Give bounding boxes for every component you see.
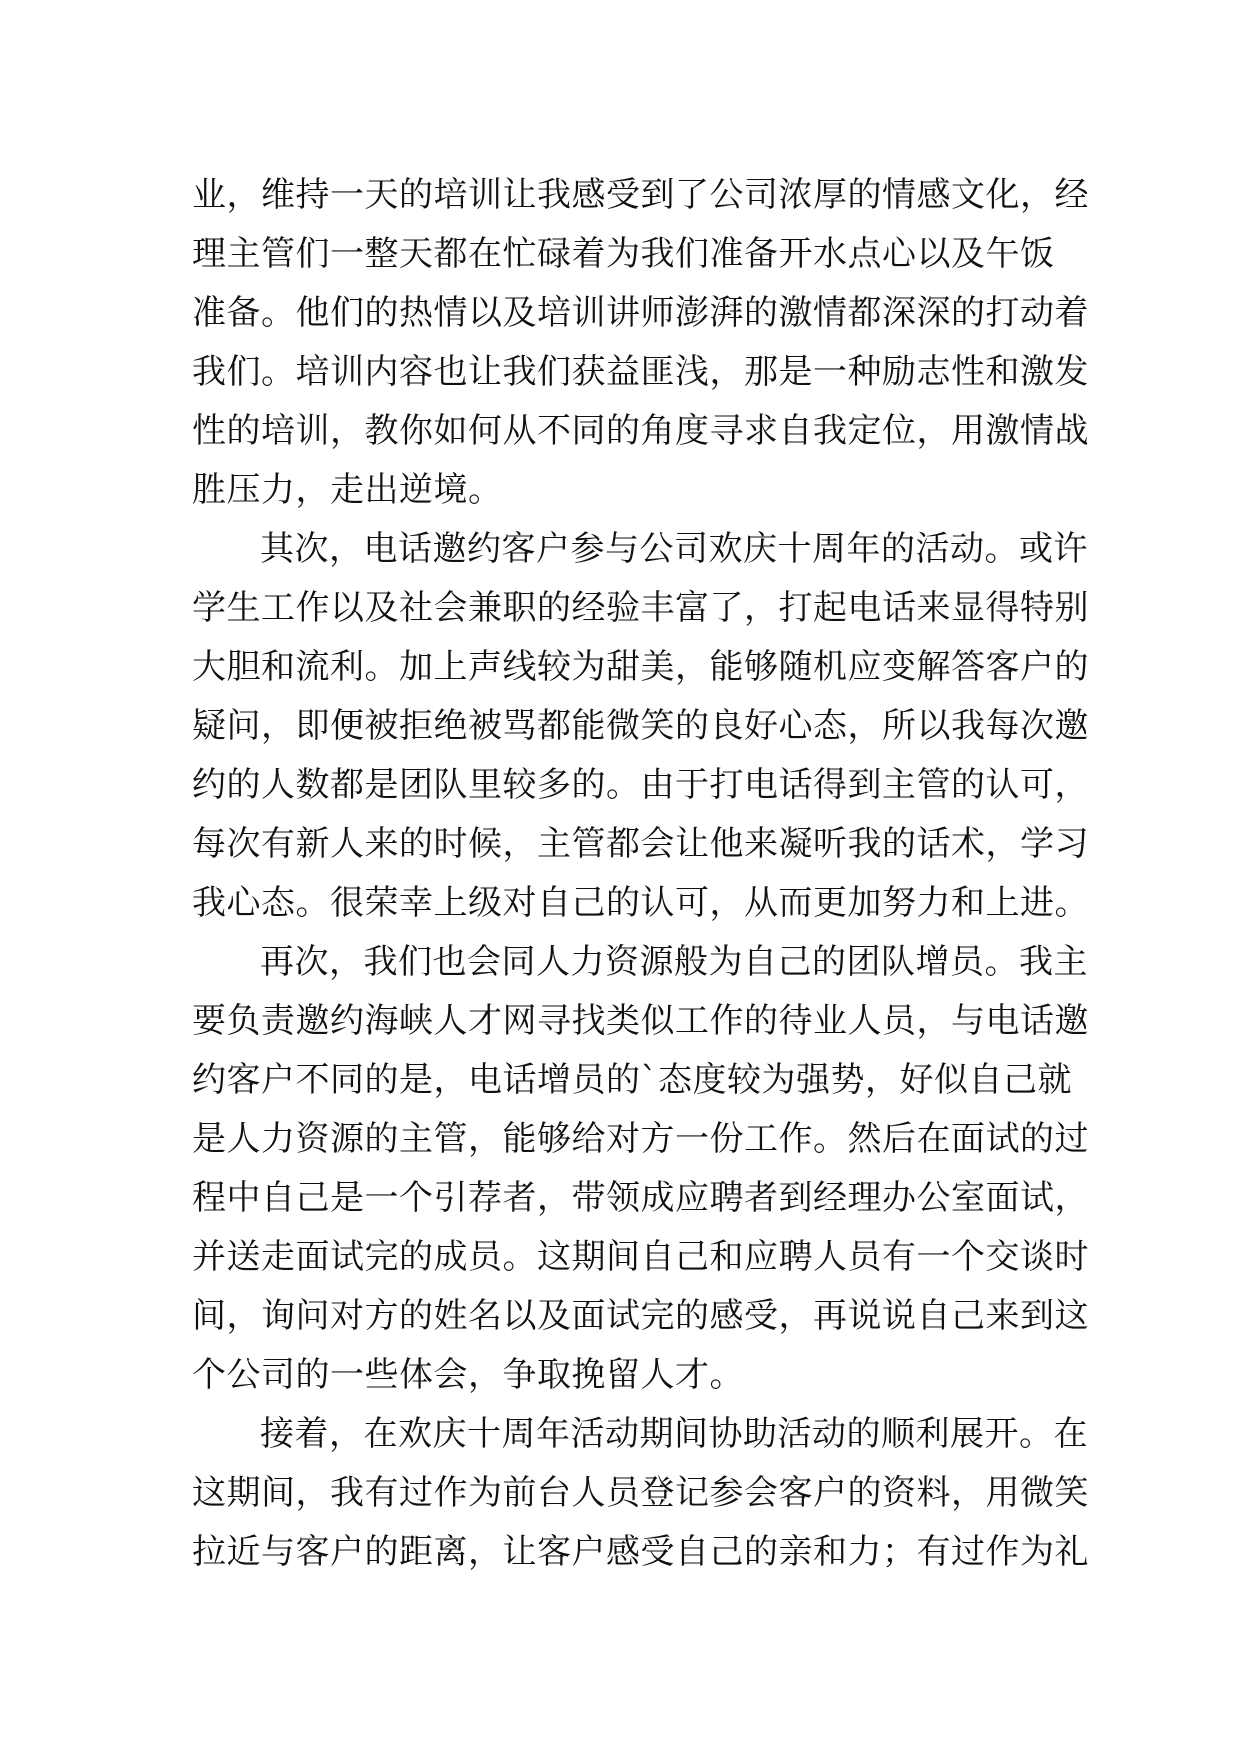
text-line: 性的培训，教你如何从不同的角度寻求自我定位，用激情战 [192,411,1089,451]
text-line: 个公司的一些体会，争取挽留人才。 [192,1355,744,1395]
text-line: 理主管们一整天都在忙碌着为我们准备开水点心以及午饭 [192,234,1055,274]
text-line: 这期间，我有过作为前台人员登记参会客户的资料，用微笑 [192,1473,1089,1513]
text-line: 要负责邀约海峡人才网寻找类似工作的待业人员，与电话邀 [192,1001,1089,1041]
text-line: 是人力资源的主管，能够给对方一份工作。然后在面试的过 [192,1119,1089,1159]
text-line: 我心态。很荣幸上级对自己的认可，从而更加努力和上进。 [192,883,1089,923]
text-line: 业，维持一天的培训让我感受到了公司浓厚的情感文化，经 [192,175,1089,215]
text-line: 我们。培训内容也让我们获益匪浅，那是一种励志性和激发 [192,352,1089,392]
text-line: 约客户不同的是，电话增员的`态度较为强势，好似自己就 [192,1060,1072,1100]
text-line: 拉近与客户的距离，让客户感受自己的亲和力；有过作为礼 [192,1532,1089,1572]
text-line: 学生工作以及社会兼职的经验丰富了，打起电话来显得特别 [192,588,1089,628]
text-line: 每次有新人来的时候，主管都会让他来凝听我的话术，学习 [192,824,1089,864]
paragraph-start-line: 其次，电话邀约客户参与公司欢庆十周年的活动。或许 [260,529,1088,569]
paragraph-start-line: 接着，在欢庆十周年活动期间协助活动的顺利展开。在 [260,1414,1088,1454]
text-line: 并送走面试完的成员。这期间自己和应聘人员有一个交谈时 [192,1237,1089,1277]
text-line: 准备。他们的热情以及培训讲师澎湃的激情都深深的打动着 [192,293,1089,333]
text-line: 程中自己是一个引荐者，带领成应聘者到经理办公室面试， [192,1178,1089,1218]
paragraph-start-line: 再次，我们也会同人力资源般为自己的团队增员。我主 [260,942,1088,982]
text-line: 疑问，即便被拒绝被骂都能微笑的良好心态，所以我每次邀 [192,706,1089,746]
body-text [192,166,1089,1582]
text-line: 间，询问对方的姓名以及面试完的感受，再说说自己来到这 [192,1296,1089,1336]
text-line: 约的人数都是团队里较多的。由于打电话得到主管的认可， [192,765,1089,805]
text-line: 胜压力，走出逆境。 [192,470,503,510]
text-line: 大胆和流利。加上声线较为甜美，能够随机应变解答客户的 [192,647,1089,687]
